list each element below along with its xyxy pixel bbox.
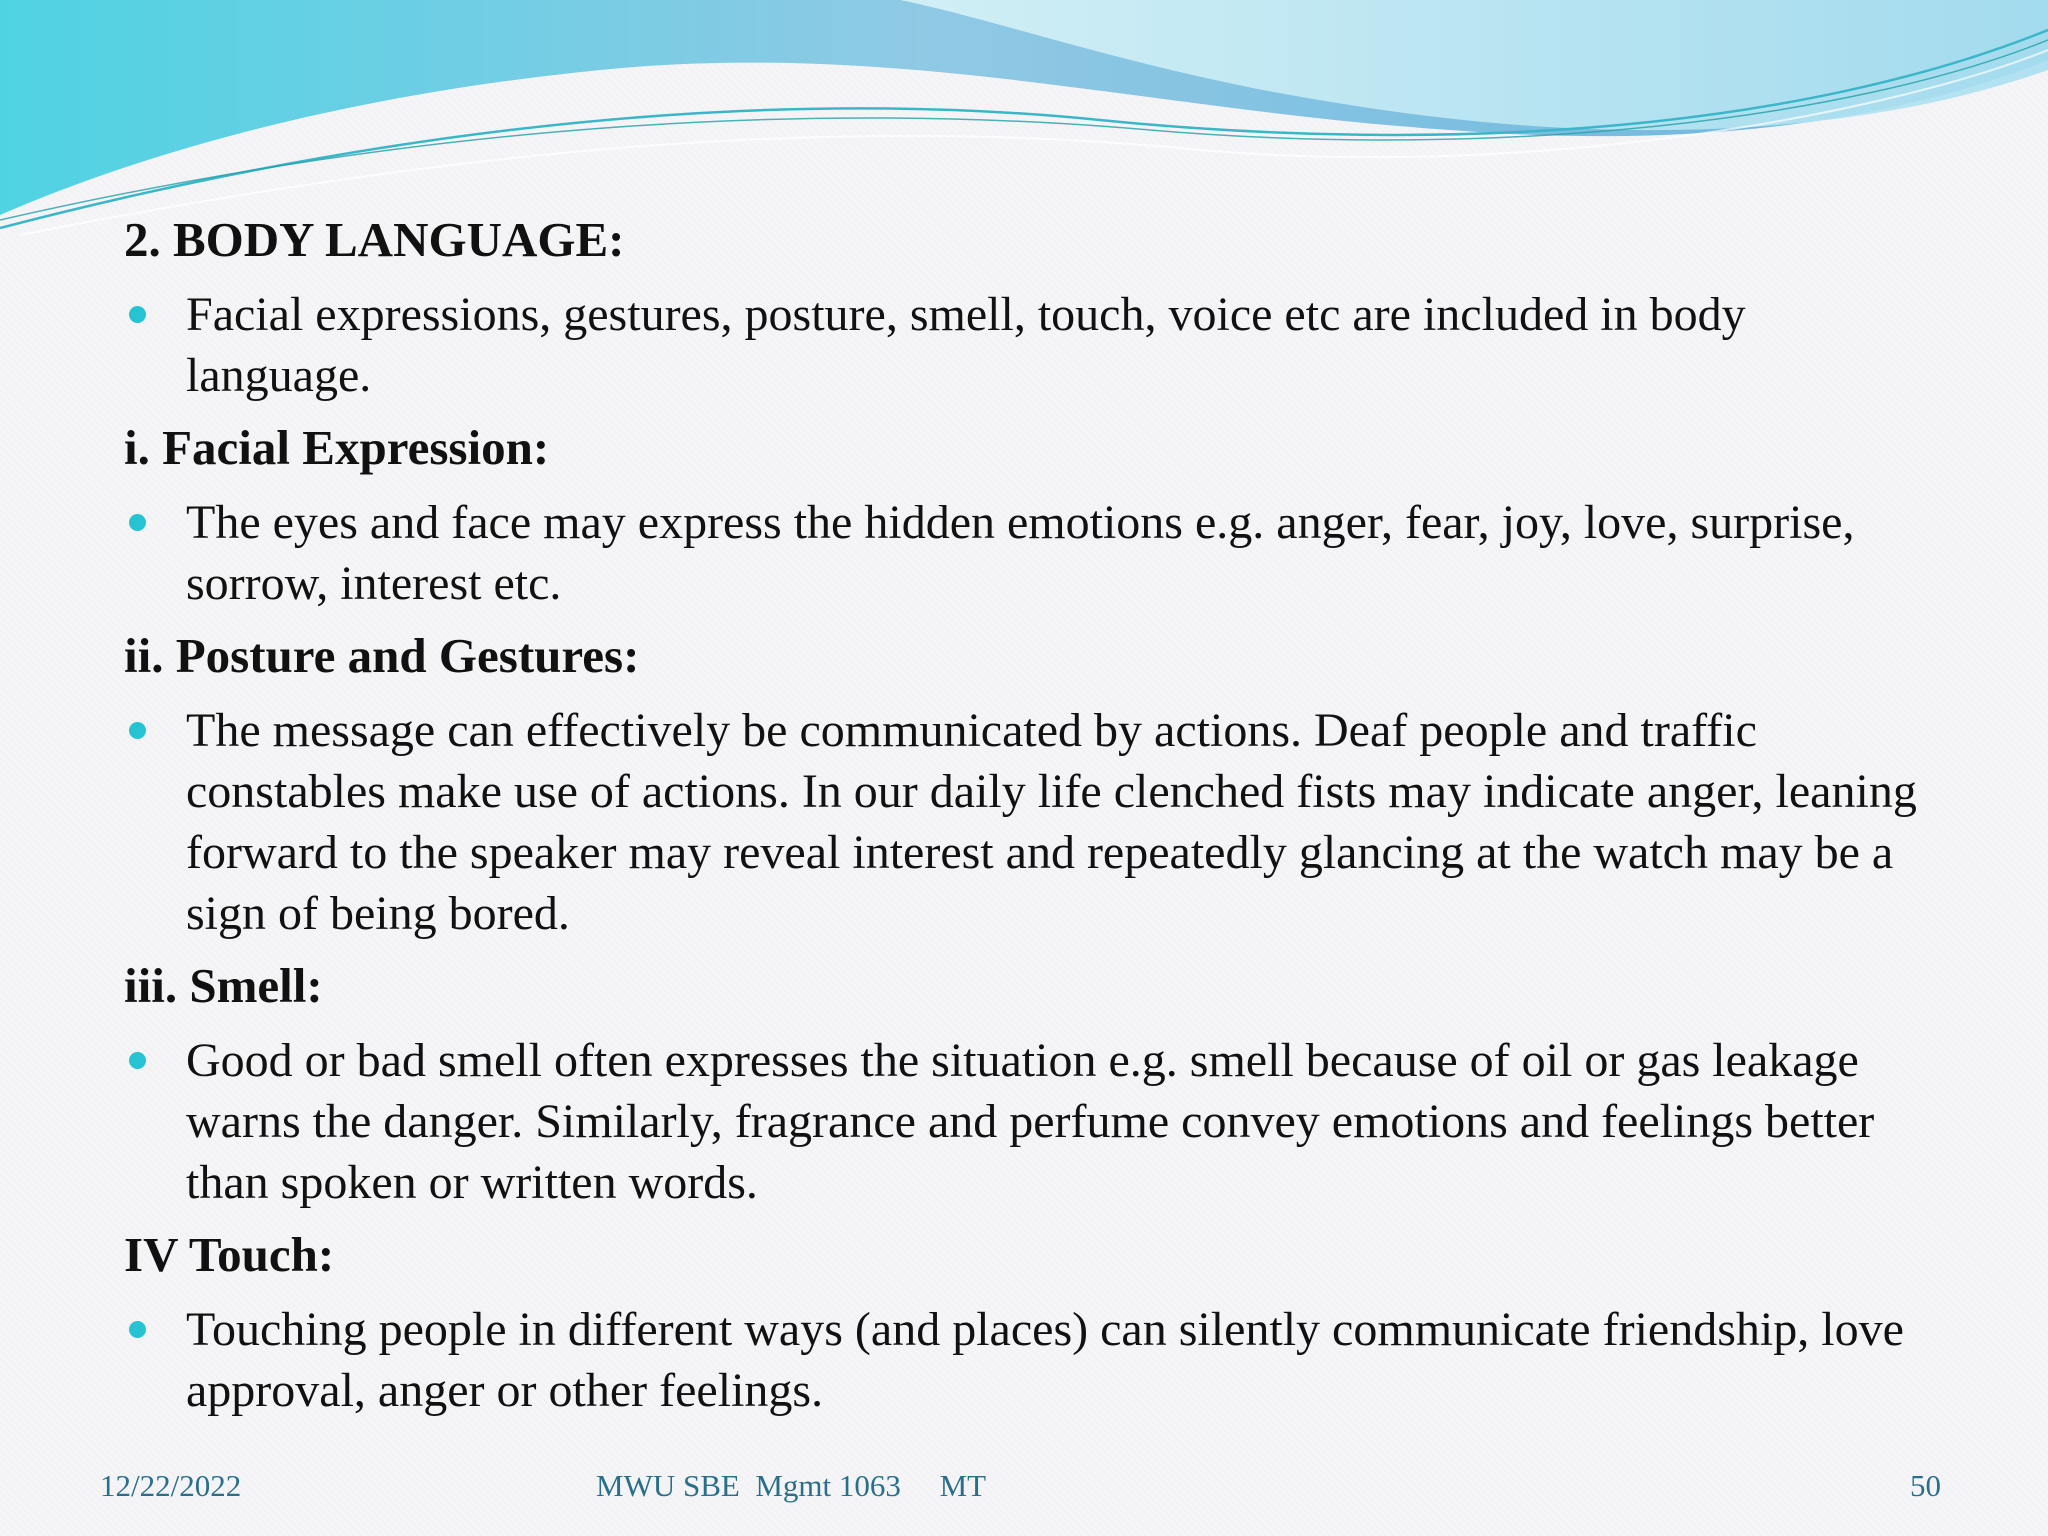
section-heading-posture-gestures: ii. Posture and Gestures: (124, 628, 640, 683)
slide-content (124, 210, 1924, 1433)
bullet-icon (129, 722, 146, 739)
bullet-item (124, 700, 1924, 944)
section-heading-smell: iii. Smell: (124, 958, 323, 1013)
bullet-text: Touching people in different ways (and places) can silently communicate friendship, love approval, anger or other feelings. (186, 1303, 1904, 1417)
bullet-text: The eyes and face may express the hidden emotions e.g. anger, fear, joy, love, surprise, sorrow, interest etc. (186, 496, 1855, 610)
footer-date: 12/22/2022 (100, 1468, 242, 1503)
bullet-item (124, 1030, 1924, 1213)
bullet-item (124, 1299, 1924, 1421)
bullet-item (124, 284, 1924, 406)
bullet-text: Facial expressions, gestures, posture, smell, touch, voice etc are included in body language. (186, 288, 1746, 402)
section-heading-body-language: 2. BODY LANGUAGE: (124, 212, 625, 267)
bullet-text: The message can effectively be communicated by actions. Deaf people and traffic constables make use of actions. In our daily life clenched fists may indicate anger, leaning forward to the speaker may reveal interest and repeatedly glancing at the watch may be a sign of being bored. (186, 704, 1917, 940)
bullet-icon (129, 514, 146, 531)
section-heading-facial-expression: i. Facial Expression: (124, 420, 550, 475)
header-wave-decoration (0, 0, 2048, 240)
bullet-item (124, 492, 1924, 614)
bullet-icon (129, 1052, 146, 1069)
section-heading-touch: IV Touch: (124, 1227, 335, 1282)
footer-course-label: MWU SBE Mgmt 1063 MT (596, 1468, 987, 1503)
bullet-icon (129, 1321, 146, 1338)
footer-page-number: 50 (1910, 1468, 1941, 1503)
bullet-icon (129, 306, 146, 323)
bullet-text: Good or bad smell often expresses the situation e.g. smell because of oil or gas leakage warns the danger. Similarly, fragrance and perfume convey emotions and feelings better than spoken or written words. (186, 1034, 1875, 1209)
